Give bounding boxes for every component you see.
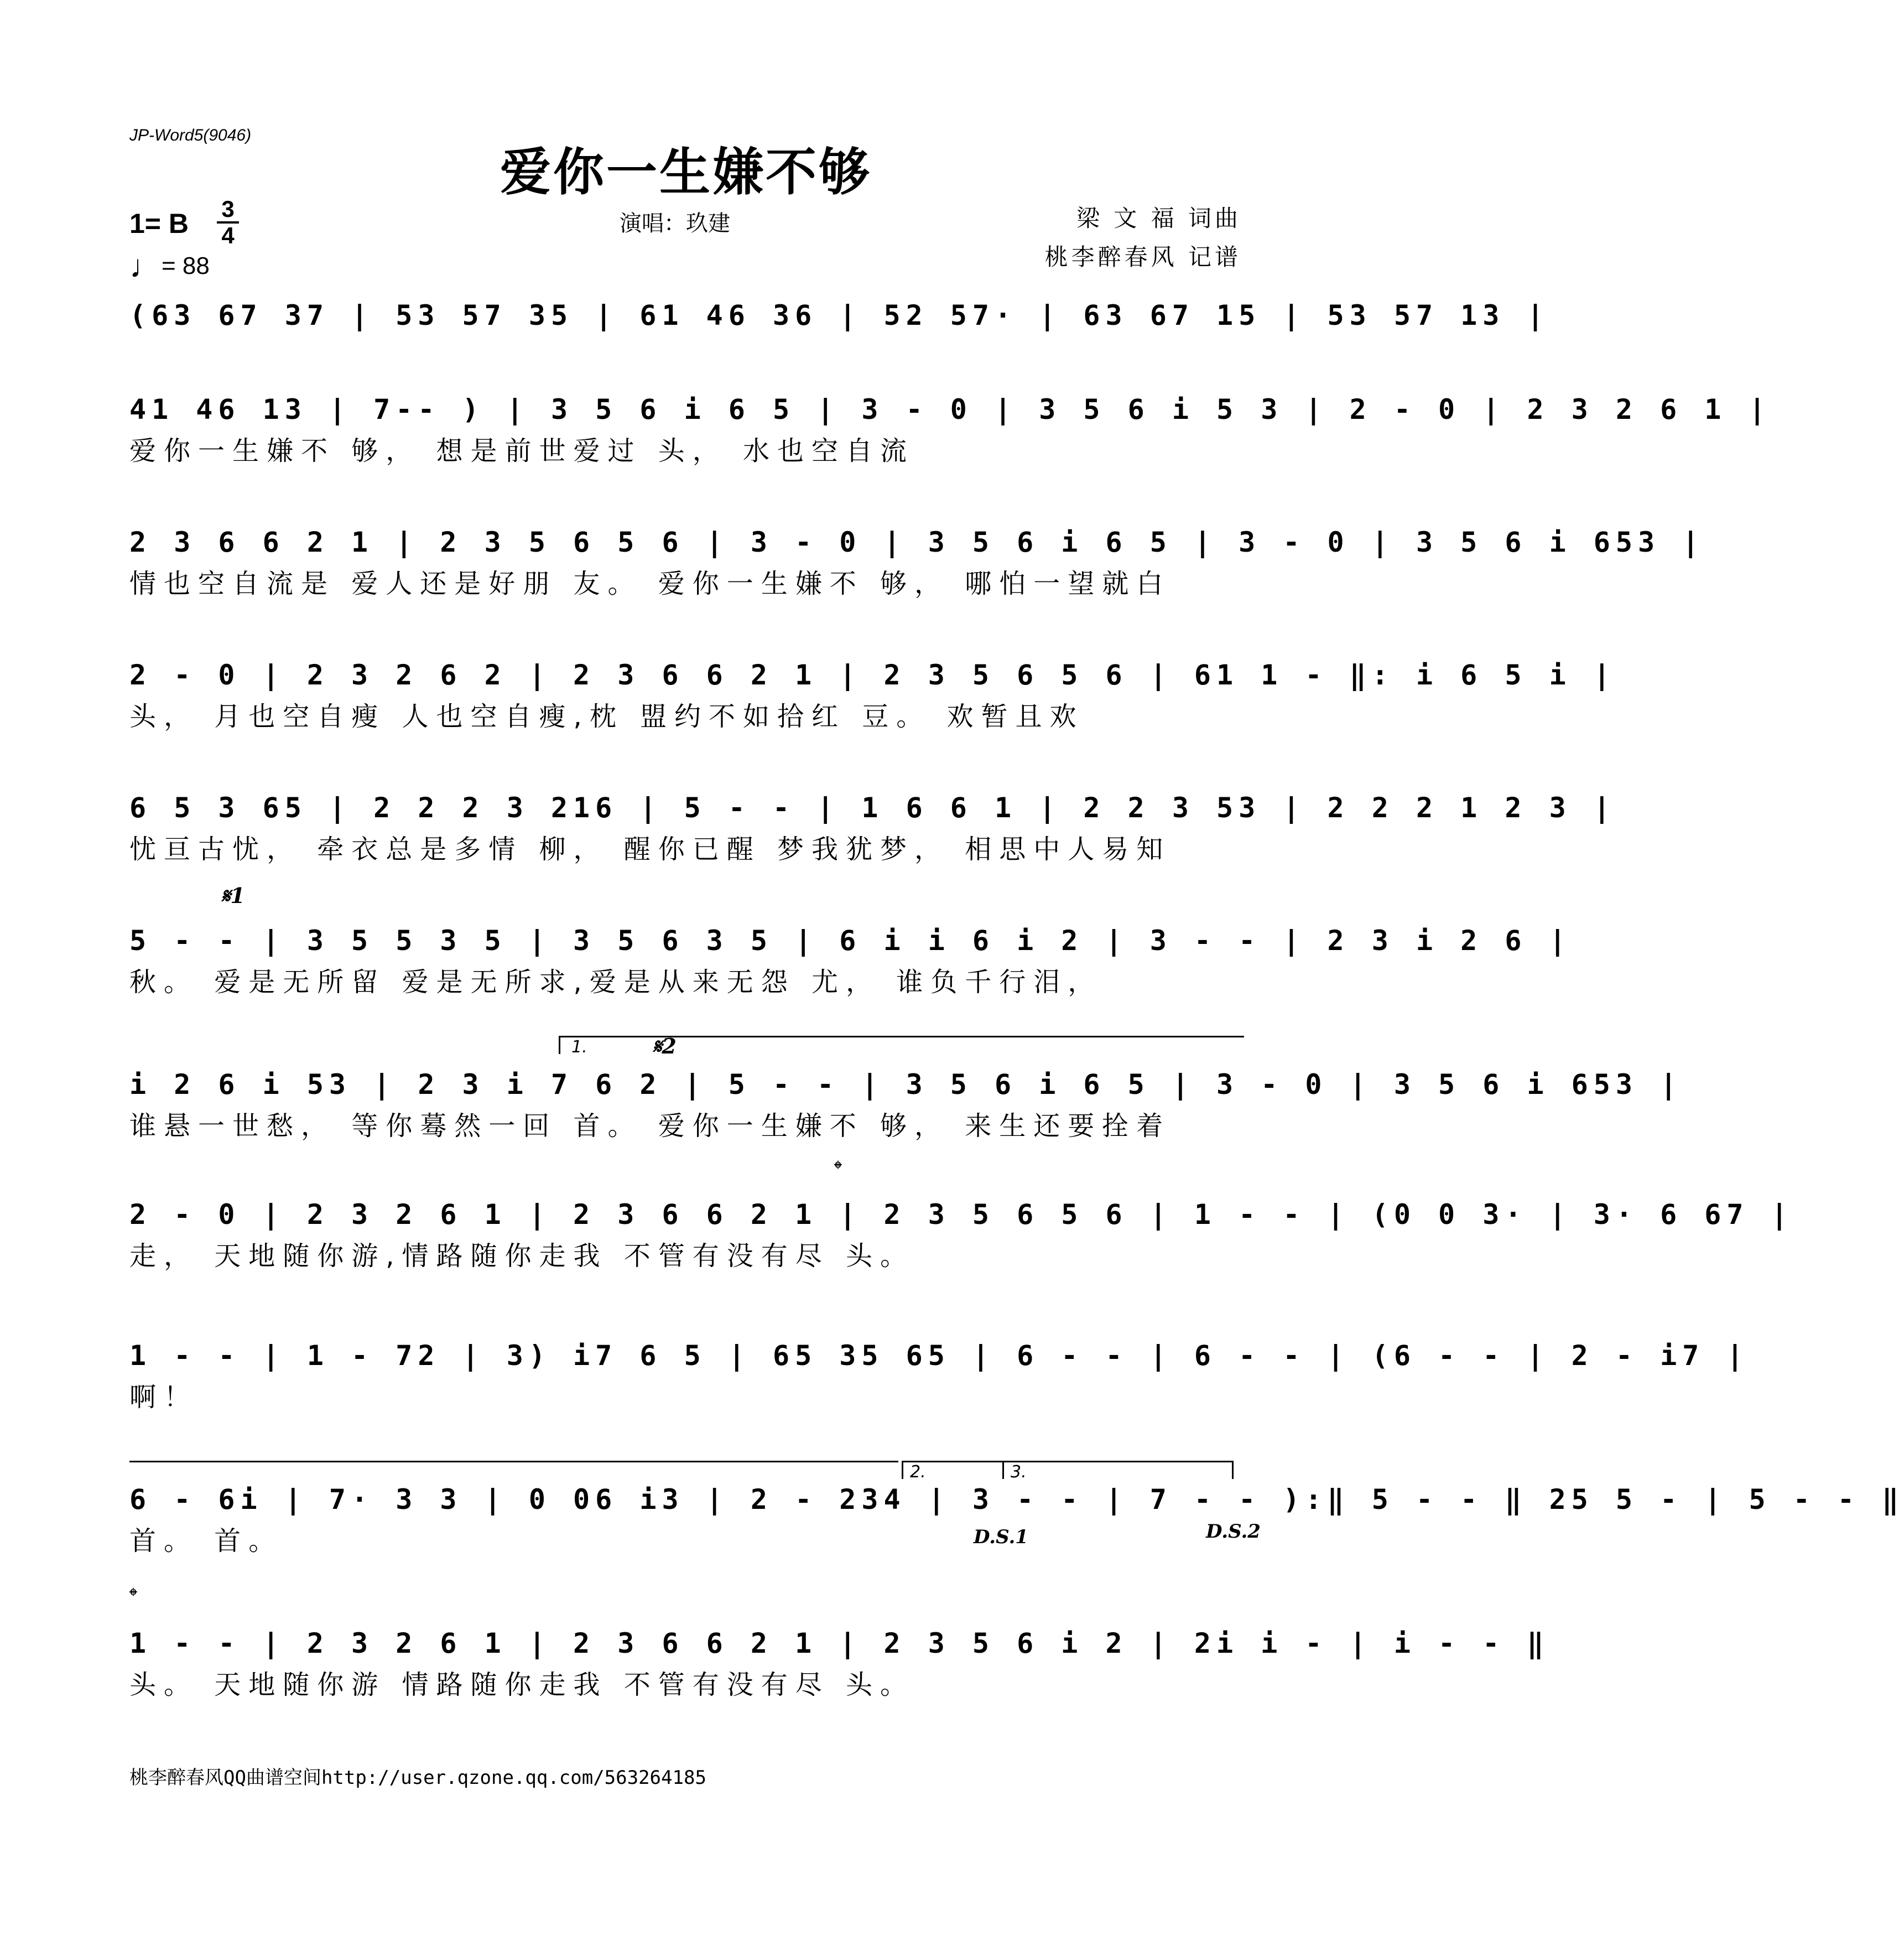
quarter-note-icon: ♩ xyxy=(129,248,162,284)
music-line: 1 - - | 2 3 2 6 1 | 2 3 6 6 2 1 | 2 3 5 6 i 2 | 2i i - | i - - ‖ xyxy=(129,1627,1549,1659)
time-signature xyxy=(217,198,239,247)
time-bottom: 4 xyxy=(221,222,235,248)
lyric-line: 首。 首。 xyxy=(129,1525,283,1556)
system-11 xyxy=(129,1621,1549,1704)
credits xyxy=(1045,199,1241,277)
footer-credit: 桃李醉春风QQ曲谱空间http://user.qzone.qq.com/563264185 xyxy=(129,1767,706,1789)
music-line: 1 - - | 1 - 72 | 3) i7 6 5 | 65 35 65 | 6 - - | 6 - - | (6 - - | 2 - i7 | xyxy=(129,1340,1749,1372)
lyric-line: 走， 天地随你游,情路随你走我 不管有没有尽 头。 xyxy=(129,1241,915,1271)
music-line: 2 3 6 6 2 1 | 2 3 5 6 5 6 | 3 - 0 | 3 5 6 i 6 5 | 3 - 0 | 3 5 6 i 653 | xyxy=(129,526,1705,558)
transcriber: 桃李醉春风 记谱 xyxy=(1044,243,1241,271)
volta-3-label: 3. xyxy=(1011,1462,1027,1482)
music-line: 2 - 0 | 2 3 2 6 1 | 2 3 6 6 2 1 | 2 3 5 6 5 6 | 1 - - | (0 0 3· | 3· 6 67 | xyxy=(129,1198,1793,1231)
music-line: 6 - 6i | 7· 3 3 | 0 06 i3 | 2 - 234 | 3 - - | 7 - - ):‖ 5 - - ‖ 25 5 - | 5 - - ‖ xyxy=(129,1483,1904,1516)
time-top: 3 xyxy=(221,196,235,222)
music-line: i 2 6 i 53 | 2 3 i 7 6 2 | 5 - - | 3 5 6 i 6 5 | 3 - 0 | 3 5 6 i 653 | xyxy=(129,1068,1683,1101)
lyric-line xyxy=(129,338,1242,376)
lyric-line: 忧亘古忧， 牵衣总是多情 柳， 醒你已醒 梦我犹梦， 相思中人易知 xyxy=(129,834,1171,865)
lyric-line: 秋。 爱是无所留 爱是无所求,爱是从来无怨 尤， 谁负千行泪， xyxy=(129,967,1102,998)
tempo-value: = 88 xyxy=(162,252,210,279)
volta-2-label: 2. xyxy=(910,1462,926,1482)
system-2 xyxy=(129,387,1771,470)
ds-1-mark: D.S.1 xyxy=(974,1526,1028,1548)
song-title: 爱你一生嫌不够 xyxy=(500,143,872,202)
coda-icon: 𝄌 xyxy=(129,1584,137,1609)
segno-1-mark: 𝄋1 xyxy=(221,883,245,908)
volta-1-continuation xyxy=(129,1461,898,1479)
key-signature: 1= B xyxy=(129,208,189,239)
software-label: JP-Word5(9046) xyxy=(129,126,252,144)
lyric-line: 头。 天地随你游 情路随你走我 不管有没有尽 头。 xyxy=(129,1669,915,1700)
music-line: 41 46 13 | 7-- ) | 3 5 6 i 6 5 | 3 - 0 | 3 5 6 i 5 3 | 2 - 0 | 2 3 2 6 1 | xyxy=(129,393,1771,425)
tempo xyxy=(129,248,210,285)
lyric-line: 头， 月也空自瘦 人也空自瘦,枕 盟约不如拾红 豆。 欢暂且欢 xyxy=(129,701,1084,732)
system-1 xyxy=(129,293,1549,376)
music-line: 2 - 0 | 2 3 2 6 2 | 2 3 6 6 2 1 | 2 3 5 6 5 6 | 61 1 - ‖: i 6 5 i | xyxy=(129,659,1616,691)
volta-1-label: 1. xyxy=(571,1037,587,1057)
lyric-line: 啊！ xyxy=(129,1382,199,1413)
system-3 xyxy=(129,520,1705,603)
coda-icon: 𝄌 xyxy=(834,1156,842,1182)
lyric-line: 情也空自流是 爱人还是好朋 友。 爱你一生嫌不 够， 哪怕一望就白 xyxy=(129,568,1171,599)
music-line: 5 - - | 3 5 5 3 5 | 3 5 6 3 5 | 6 i i 6 i 2 | 3 - - | 2 3 i 2 6 | xyxy=(129,925,1572,957)
performer: 演唱：玖建 xyxy=(620,211,730,236)
system-5 xyxy=(129,786,1616,869)
segno-2-mark: 𝄋2 xyxy=(653,1034,677,1058)
lyric-line: 谁悬一世愁， 等你蓦然一回 首。 爱你一生嫌不 够， 来生还要拴着 xyxy=(129,1110,1171,1141)
system-6 xyxy=(129,918,1572,1001)
music-line: (63 67 37 | 53 57 35 | 61 46 36 | 52 57· | 63 67 15 | 53 57 13 | xyxy=(129,299,1549,331)
system-9 xyxy=(129,1333,1749,1416)
system-7 xyxy=(129,1062,1683,1145)
system-10 xyxy=(129,1477,1904,1560)
music-line: 6 5 3 65 | 2 2 2 3 216 | 5 - - | 1 6 6 1 | 2 2 3 53 | 2 2 2 1 2 3 | xyxy=(129,792,1616,824)
system-8 xyxy=(129,1192,1793,1275)
volta-3-bracket xyxy=(1002,1461,1234,1482)
system-4 xyxy=(129,653,1616,736)
lyricist-composer: 梁 文 福 词曲 xyxy=(1076,205,1241,232)
lyric-line: 爱你一生嫌不 够， 想是前世爱过 头， 水也空自流 xyxy=(129,435,915,466)
ds-2-mark: D.S.2 xyxy=(1206,1520,1261,1543)
volta-2-bracket xyxy=(902,1461,1003,1482)
